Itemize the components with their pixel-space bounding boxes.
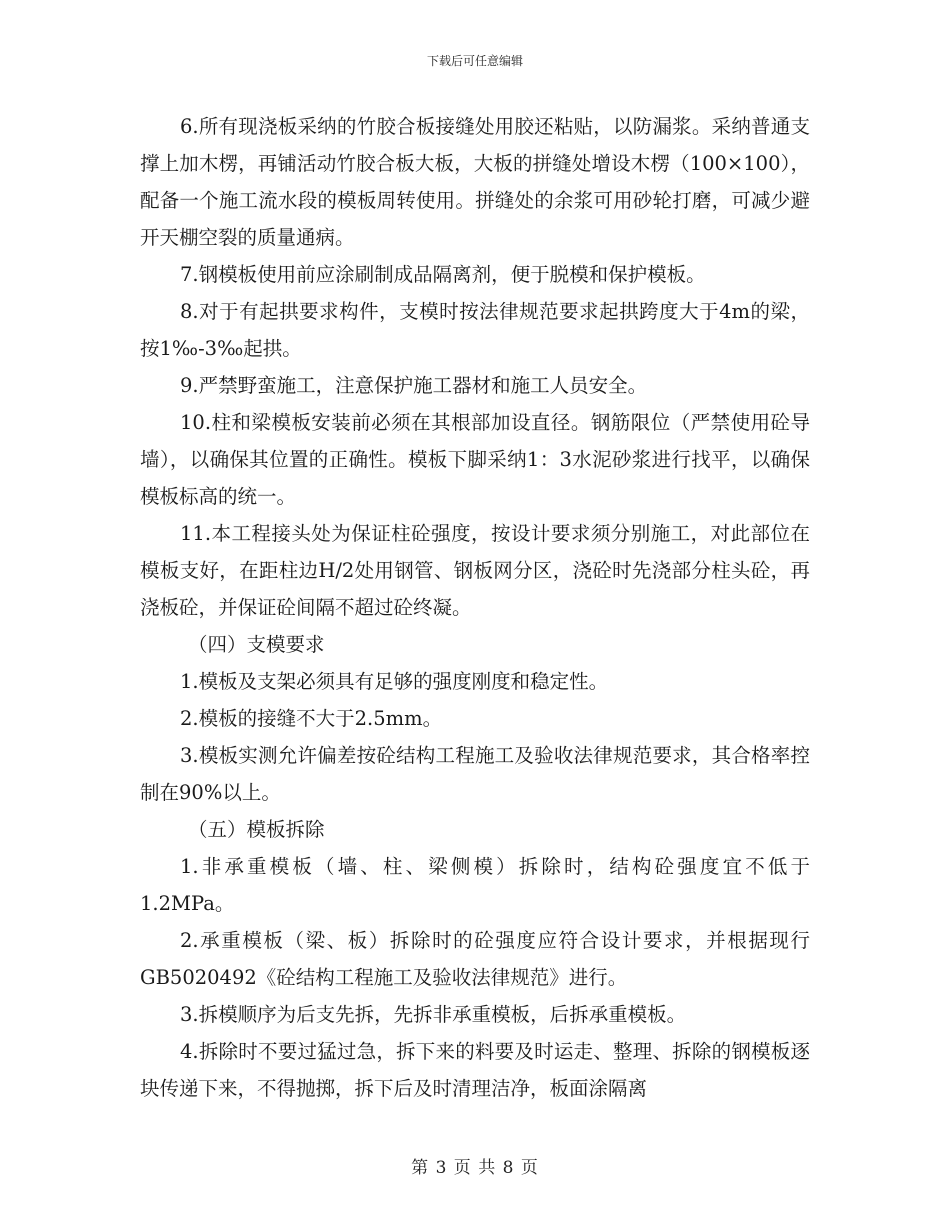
paragraph-6: 6.所有现浇板采纳的竹胶合板接缝处用胶还粘贴，以防漏浆。采纳普通支撑上加木楞，再铺活动竹胶合板大板，大板的拼缝处增设木楞（100×100），配备一个施工流水段的模板周转使用。拼缝处的余浆可用砂轮打磨，可减少避开天棚空裂的质量通病。 bbox=[140, 115, 810, 249]
removal-4: 4.拆除时不要过猛过急，拆下来的料要及时运走、整理、拆除的钢模板逐块传递下来，不得抛掷，拆下后及时清理洁净，板面涂隔离 bbox=[140, 1040, 810, 1100]
requirement-3: 3.模板实测允许偏差按砼结构工程施工及验收法律规范要求，其合格率控制在90%以上。 bbox=[140, 744, 810, 804]
removal-1: 1.非承重模板（墙、柱、梁侧模）拆除时，结构砼强度宜不低于1.2MPa。 bbox=[140, 855, 810, 915]
removal-3: 3.拆模顺序为后支先拆，先拆非承重模板，后拆承重模板。 bbox=[180, 1003, 687, 1026]
page-header: 下载后可任意编辑 bbox=[426, 54, 523, 68]
section-heading-formwork-removal: （五）模板拆除 bbox=[188, 818, 325, 841]
document-body bbox=[140, 108, 810, 1107]
paragraph-8: 8.对于有起拱要求构件，支模时按法律规范要求起拱跨度大于4m的梁，按1‰-3‰起拱。 bbox=[140, 300, 810, 360]
paragraph-10: 10.柱和梁模板安装前必须在其根部加设直径。钢筋限位（严禁使用砼导墙），以确保其位置的正确性。模板下脚采纳1：3水泥砂浆进行找平，以确保模板标高的统一。 bbox=[140, 411, 810, 508]
page-number-footer: 第 3 页 共 8 页 bbox=[411, 1158, 539, 1178]
requirement-2: 2.模板的接缝不大于2.5mm。 bbox=[180, 707, 443, 730]
paragraph-11: 11.本工程接头处为保证柱砼强度，按设计要求须分别施工，对此部位在模板支好，在距柱边H/2处用钢管、钢板网分区，浇砼时先浇部分柱头砼，再浇板砼，并保证砼间隔不超过砼终凝。 bbox=[140, 522, 810, 619]
paragraph-7: 7.钢模板使用前应涂刷制成品隔离剂，便于脱模和保护模板。 bbox=[180, 263, 706, 286]
requirement-1: 1.模板及支架必须具有足够的强度刚度和稳定性。 bbox=[180, 670, 609, 693]
removal-2: 2.承重模板（梁、板）拆除时的砼强度应符合设计要求，并根据现行GB5020492《砼结构工程施工及验收法律规范》进行。 bbox=[140, 929, 810, 989]
paragraph-9: 9.严禁野蛮施工，注意保护施工器材和施工人员安全。 bbox=[180, 374, 648, 397]
section-heading-formwork-requirements: （四）支模要求 bbox=[188, 633, 325, 656]
